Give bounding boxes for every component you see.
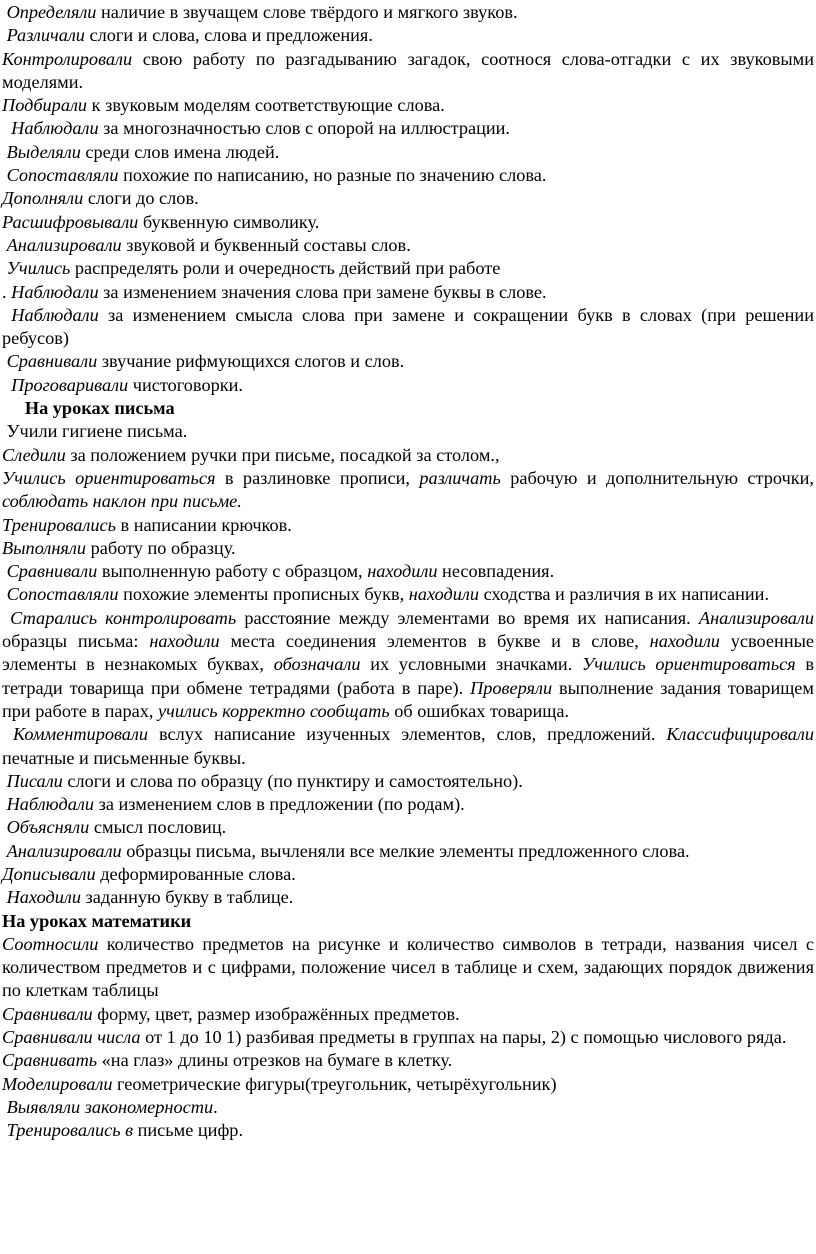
paragraph — [2, 770, 814, 793]
italic-verb: Сопоставляли — [6, 584, 119, 605]
italic-verb: различать — [419, 467, 501, 488]
italic-verb: Наблюдали — [11, 281, 99, 302]
italic-verb: Учились — [6, 258, 71, 279]
italic-verb: Наблюдали — [11, 304, 99, 325]
italic-verb: Сравнивали — [6, 351, 98, 372]
paragraph — [2, 141, 814, 164]
text-run: в разлиновке прописи, — [215, 467, 420, 488]
italic-verb: Сравнивали числа — [2, 1027, 141, 1048]
text-run: Учили гигиене письма. — [6, 421, 188, 442]
text-run: об ошибках товарища. — [389, 700, 570, 721]
text-run: в тетради товарища при обмене тетрадями (работа в паре). — [2, 654, 815, 698]
paragraph — [2, 863, 814, 886]
italic-verb: Подбирали — [2, 95, 88, 116]
text-run: . — [213, 1096, 218, 1117]
text-run: места соединения элементов в букве и в слове, — [219, 631, 650, 652]
paragraph — [2, 164, 814, 187]
text-run: их условными значками. — [360, 654, 582, 675]
paragraph-indent — [2, 305, 11, 325]
paragraph — [2, 1, 814, 24]
paragraph — [2, 350, 814, 373]
italic-verb: Тренировались — [2, 514, 116, 535]
italic-verb: находили — [149, 631, 220, 652]
italic-verb: Сравнивали — [6, 561, 98, 582]
text-run: образцы письма: — [2, 631, 150, 652]
italic-verb: Следили — [2, 444, 66, 465]
paragraph — [2, 187, 814, 210]
section-heading: На уроках математики — [2, 910, 192, 931]
paragraph — [2, 886, 814, 909]
paragraph — [2, 304, 814, 351]
text-run: письме цифр. — [133, 1120, 244, 1141]
italic-verb: Выполняли — [2, 537, 87, 558]
text-run: слоги и слова, слова и предложения. — [84, 25, 373, 46]
text-run: распределять роли и очередность действий при работе — [70, 258, 501, 279]
paragraph-indent — [2, 375, 11, 395]
italic-verb: Выделяли — [6, 141, 81, 162]
paragraph — [2, 444, 814, 467]
text-run: наличие в звучащем слове твёрдого и мягкого звуков. — [96, 2, 518, 22]
paragraph — [2, 374, 814, 397]
paragraph — [2, 840, 814, 863]
text-run: похожие по написанию, но разные по значению слова. — [118, 165, 547, 186]
paragraph — [2, 793, 814, 816]
text-run: буквенную символику. — [138, 211, 320, 232]
paragraph — [2, 1119, 814, 1142]
italic-verb: соблюдать наклон при письме. — [2, 491, 242, 512]
paragraph — [2, 211, 814, 234]
italic-verb: Учились ориентироваться — [581, 654, 796, 675]
paragraph — [2, 1026, 814, 1049]
paragraph-indent — [2, 724, 13, 744]
text-run: образцы письма, вычленяли все мелкие элементы предложенного слова. — [121, 840, 690, 861]
italic-verb: Сравнивать — [2, 1050, 98, 1071]
text-run: звучание рифмующихся слогов и слов. — [97, 351, 405, 372]
paragraph — [2, 514, 814, 537]
paragraph — [2, 94, 814, 117]
text-run: за положением ручки при письме, посадкой за столом., — [65, 444, 500, 465]
paragraph — [2, 1096, 814, 1119]
paragraph — [2, 583, 814, 606]
italic-verb: Наблюдали — [6, 794, 95, 815]
text-run: геометрические фигуры(треугольник, четырёхугольник) — [112, 1073, 557, 1094]
italic-verb: Тренировались в — [6, 1120, 134, 1141]
text-run: «на глаз» длины отрезков на бумаге в клетку. — [97, 1050, 453, 1071]
italic-verb: находили — [408, 584, 480, 605]
paragraph — [2, 1049, 814, 1072]
italic-verb: Дополняли — [2, 188, 84, 209]
italic-verb: Анализировали — [698, 607, 815, 628]
paragraph — [2, 234, 814, 257]
text-run: за изменением значения слова при замене буквы в слове. — [98, 281, 547, 302]
italic-verb: Расшифровывали — [2, 211, 139, 232]
text-run: выполненную работу с образцом, — [97, 561, 368, 582]
italic-verb: Проговаривали — [11, 374, 129, 395]
section-heading: На уроках письма — [2, 398, 175, 419]
italic-verb: Определяли — [6, 2, 97, 22]
paragraph — [2, 537, 814, 560]
text-run: деформированные слова. — [95, 863, 296, 884]
paragraph — [2, 48, 814, 95]
italic-verb: Выявляли закономерности — [6, 1096, 214, 1117]
italic-verb: находили — [367, 561, 438, 582]
italic-verb: Комментировали — [12, 724, 149, 745]
italic-verb: Соотносили — [2, 933, 99, 954]
paragraph-indent: . — [2, 281, 12, 302]
text-run: от 1 до 10 1) разбивая предметы в группах на пары, 2) с помощью числового ряда. — [140, 1027, 787, 1048]
italic-verb: Сравнивали — [2, 1003, 93, 1024]
text-run: работу по образцу. — [86, 537, 236, 558]
text-run: за изменением смысла слова при замене и сокращении букв в словах (при решении ребусов) — [2, 304, 814, 349]
text-run: звуковой и буквенный составы слов. — [121, 234, 411, 255]
paragraph — [2, 933, 814, 1003]
text-run: печатные и письменные буквы. — [2, 747, 246, 768]
italic-verb: Различали — [6, 25, 85, 46]
paragraph — [2, 257, 814, 280]
italic-verb: Объясняли — [6, 817, 90, 838]
text-run: за изменением слов в предложении (по родам). — [94, 794, 465, 815]
text-run: вслух написание изученных элементов, слов, предложений. — [148, 724, 667, 745]
text-run: усвоенные элементы в незнакомых буквах, — [2, 631, 814, 675]
italic-verb: Моделировали — [2, 1073, 113, 1094]
text-run: в написании крючков. — [115, 514, 292, 535]
italic-verb: находили — [649, 631, 720, 652]
italic-verb: Дописывали — [2, 863, 96, 884]
text-run: слоги и слова по образцу (по пунктиру и самостоятельно). — [62, 770, 523, 791]
paragraph — [2, 117, 814, 140]
italic-verb: Наблюдали — [11, 118, 99, 139]
italic-verb: Контролировали — [2, 48, 133, 69]
text-run: заданную букву в таблице. — [80, 887, 294, 908]
paragraph — [2, 816, 814, 839]
italic-verb: Учились ориентироваться — [2, 467, 216, 488]
italic-verb: учились корректно сообщать — [158, 700, 390, 721]
text-run: количество предметов на рисунке и количество символов в тетради, названия чисел с количеством предметов и с цифрами, положение чисел в таблице и схем, задающих порядок движения по клеткам таблицы — [2, 933, 814, 1001]
text-run: похожие элементы прописных букв, — [118, 584, 409, 605]
paragraph — [2, 1073, 814, 1096]
text-run: чистоговорки. — [128, 374, 243, 395]
paragraph — [2, 560, 814, 583]
italic-verb: Сопоставляли — [6, 165, 119, 186]
italic-verb: Находили — [6, 887, 81, 908]
paragraph — [2, 607, 814, 723]
text-run: выполнение задания товарищем при работе в парах, — [2, 677, 814, 721]
italic-verb: Анализировали — [6, 840, 122, 861]
text-run: сходства и различия в их написании. — [479, 584, 770, 605]
text-run: расстояние между элементами во время их написания. — [236, 607, 699, 628]
italic-verb: Писали — [6, 770, 63, 791]
text-run: слоги до слов. — [83, 188, 199, 209]
italic-verb: обозначали — [273, 654, 361, 675]
paragraph — [2, 467, 814, 514]
text-run: за многозначностью слов с опорой на иллюстрации. — [98, 118, 510, 139]
italic-verb: Анализировали — [6, 234, 122, 255]
paragraph — [2, 420, 814, 443]
paragraph — [2, 1003, 814, 1026]
paragraph-indent — [2, 608, 10, 628]
text-run: форму, цвет, размер изображённых предметов. — [92, 1003, 460, 1024]
text-run: рабочую и дополнительную строчки, — [500, 467, 814, 488]
text-run: среди слов имена людей. — [80, 141, 280, 162]
paragraph — [2, 723, 814, 770]
italic-verb: Старались контролировать — [10, 607, 237, 628]
text-run: смысл пословиц. — [89, 817, 227, 838]
paragraph — [2, 24, 814, 47]
italic-verb: Проверяли — [470, 677, 553, 698]
text-run: несовпадения. — [437, 561, 555, 582]
italic-verb: Классифицировали — [666, 724, 814, 745]
text-run: свою работу по разгадыванию загадок, соотнося слова-отгадки с их звуковыми моделями. — [2, 48, 814, 92]
text-run: к звуковым моделям соответствующие слова. — [87, 95, 445, 116]
paragraph — [2, 281, 814, 304]
paragraph-indent — [2, 118, 11, 138]
